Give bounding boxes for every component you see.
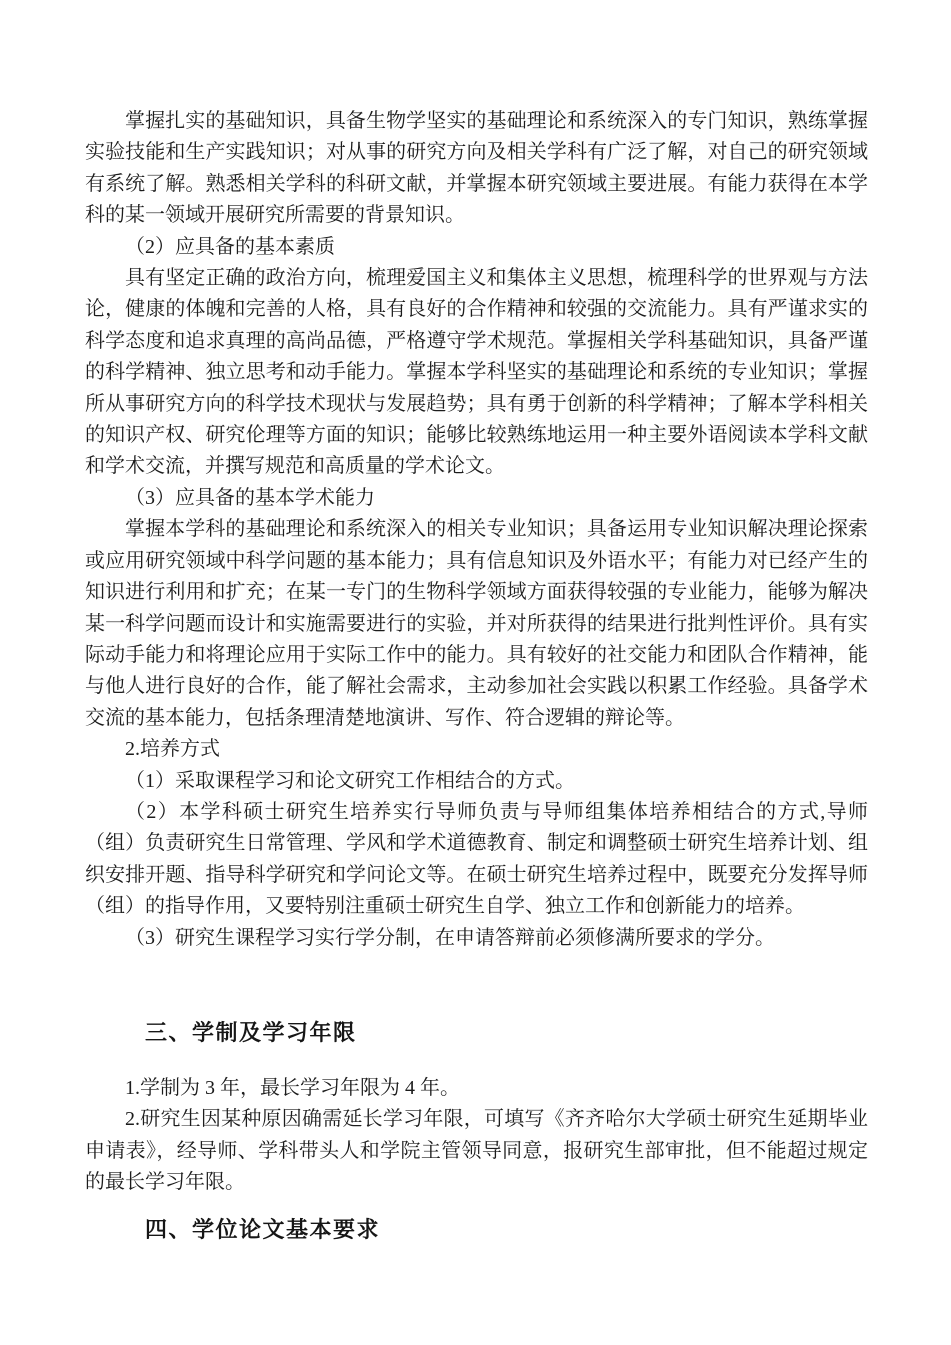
paragraph-training-mode-2: （2）本学科硕士研究生培养实行导师负责与导师组集体培养相结合的方式,导师（组）负责研究生日常管理、学风和学术道德教育、制定和调整硕士研究生培养计划、组织安排开题、指导科学研究和学问论文等。在硕士研究生培养过程中，既要充分发挥导师（组）的指导作用，又要特别注重硕士研究生自学、独立工作和创新能力的培养。 (85, 800, 868, 918)
section-heading-duration: 三、学制及学习年限 (145, 1019, 357, 1045)
item-label-academic-ability: （3）应具备的基本学术能力 (125, 486, 375, 509)
item-label-basic-qualities: （2）应具备的基本素质 (125, 235, 335, 258)
item-duration-1: 1.学制为 3 年，最长学习年限为 4 年。 (125, 1076, 460, 1099)
paragraph-basic-qualities: 具有坚定正确的政治方向，梳理爱国主义和集体主义思想，梳理科学的世界观与方法论，健康的体魄和完善的人格，具有良好的合作精神和较强的交流能力。具有严谨求实的科学态度和追求真理的高尚品德，严格遵守学术规范。掌握相关学科基础知识，具备严谨的科学精神、独立思考和动手能力。掌握本学科坚实的基础理论和系统的专业知识；掌握所从事研究方向的科学技术现状与发展趋势；具有勇于创新的科学精神；了解本学科相关的知识产权、研究伦理等方面的知识；能够比较熟练地运用一种主要外语阅读本学科文献和学术交流，并撰写规范和高质量的学术论文。 (85, 267, 868, 478)
paragraph-academic-ability: 掌握本学科的基础理论和系统深入的相关专业知识；具备运用专业知识解决理论探索或应用研究领域中科学问题的基本能力；具有信息知识及外语水平；有能力对已经产生的知识进行利用和扩充；在某一专门的生物科学领域方面获得较强的专业能力，能够为解决某一科学问题而设计和实施需要进行的实验，并对所获得的结果进行批判性评价。具有实际动手能力和将理论应用于实际工作中的能力。具有较好的社交能力和团队合作精神，能与他人进行良好的合作，能了解社会需求，主动参加社会实践以积累工作经验。具备学术交流的基本能力，包括条理清楚地演讲、写作、符合逻辑的辩论等。 (85, 518, 868, 729)
item-training-mode-1: （1）采取课程学习和论文研究工作相结合的方式。 (125, 769, 575, 792)
section-heading-thesis-requirements: 四、学位论文基本要求 (145, 1216, 381, 1242)
item-training-mode-3: （3）研究生课程学习实行学分制，在申请答辩前必须修满所要求的学分。 (125, 926, 775, 949)
paragraph-duration-extension: 2.研究生因某种原因确需延长学习年限，可填写《齐齐哈尔大学硕士研究生延期毕业申请表》，经导师、学科带头人和学院主管领导同意，报研究生部审批，但不能超过规定的最长学习年限。 (85, 1108, 868, 1194)
paragraph-knowledge-requirements: 掌握扎实的基础知识，具备生物学坚实的基础理论和系统深入的专门知识，熟练掌握实验技能和生产实践知识；对从事的研究方向及相关学科有广泛了解，对自己的研究领域有系统了解。熟悉相关学科的科研文献，并掌握本研究领域主要进展。有能力获得在本学科的某一领域开展研究所需要的背景知识。 (85, 110, 868, 227)
item-label-training-mode: 2.培养方式 (125, 738, 220, 761)
